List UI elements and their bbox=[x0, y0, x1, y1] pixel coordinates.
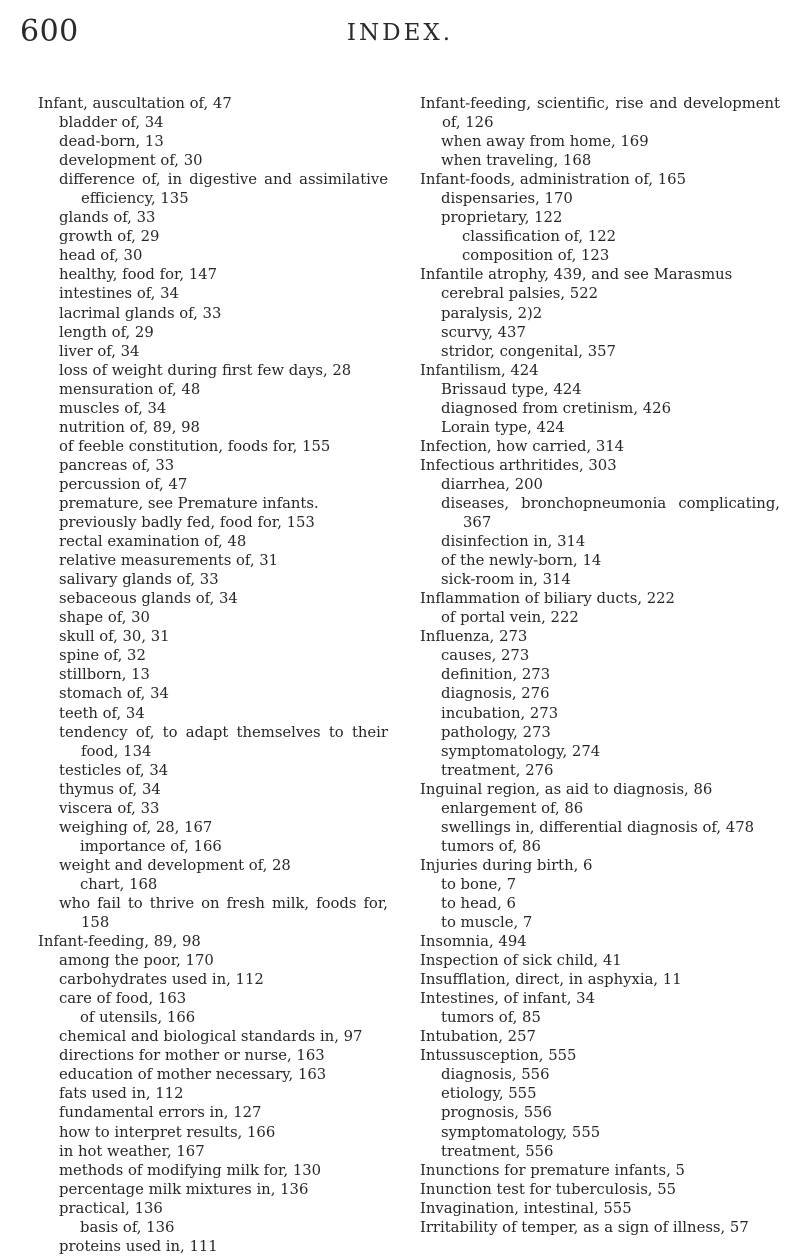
index-subentry: to head, 6 bbox=[441, 894, 516, 912]
index-subentry: mensuration of, 48 bbox=[59, 380, 201, 398]
index-subentry: tendency of, to adapt themselves to their food, 134 bbox=[59, 723, 388, 760]
index-subentry: shape of, 30 bbox=[59, 609, 150, 627]
index-subentry: nutrition of, 89, 98 bbox=[59, 418, 200, 436]
index-subentry: paralysis, 2)2 bbox=[441, 304, 543, 322]
index-subentry: of portal vein, 222 bbox=[441, 609, 579, 627]
index-entry: Infectious arthritides, 303 bbox=[420, 456, 617, 474]
index-subentry: incubation, 273 bbox=[441, 704, 559, 722]
index-subentry: directions for mother or nurse, 163 bbox=[59, 1047, 325, 1065]
index-subentry: carbohydrates used in, 112 bbox=[59, 971, 264, 989]
index-subentry: education of mother necessary, 163 bbox=[59, 1066, 327, 1084]
index-subentry: to muscle, 7 bbox=[441, 914, 533, 932]
index-subentry: pathology, 273 bbox=[441, 723, 551, 741]
index-subentry: scurvy, 437 bbox=[441, 323, 526, 341]
page-header bbox=[0, 14, 800, 54]
index-subentry: definition, 273 bbox=[441, 666, 551, 684]
index-entry: Intubation, 257 bbox=[420, 1028, 536, 1046]
index-column-right bbox=[420, 94, 780, 1237]
index-subentry: loss of weight during first few days, 28 bbox=[59, 361, 352, 379]
index-subentry: chemical and biological standards in, 97 bbox=[59, 1028, 363, 1046]
index-subentry: sebaceous glands of, 34 bbox=[59, 590, 238, 608]
index-subentry: muscles of, 34 bbox=[59, 399, 167, 417]
index-entry: Infection, how carried, 314 bbox=[420, 437, 625, 455]
index-subentry: symptomatology, 555 bbox=[441, 1123, 601, 1141]
index-subentry: in hot weather, 167 bbox=[59, 1142, 205, 1160]
index-subentry: proteins used in, 111 bbox=[59, 1237, 218, 1255]
index-entry: Infant, auscultation of, 47 bbox=[38, 95, 232, 112]
index-subentry: proprietary, 122 bbox=[441, 209, 563, 227]
index-entry: Invagination, intestinal, 555 bbox=[420, 1199, 632, 1217]
index-subentry: of the newly-born, 14 bbox=[441, 552, 602, 570]
index-subentry: to bone, 7 bbox=[441, 875, 517, 893]
index-subentry: of utensils, 166 bbox=[80, 1009, 196, 1027]
index-subentry: stillborn, 13 bbox=[59, 666, 150, 684]
index-subentry: composition of, 123 bbox=[462, 247, 610, 265]
index-subentry: fats used in, 112 bbox=[59, 1085, 184, 1103]
index-subentry: swellings in, differential diagnosis of, 478 bbox=[441, 818, 755, 836]
index-entry: Inunctions for premature infants, 5 bbox=[420, 1161, 685, 1179]
index-subentry: head of, 30 bbox=[59, 247, 143, 265]
index-subentry: spine of, 32 bbox=[59, 647, 146, 665]
index-subentry: disinfection in, 314 bbox=[441, 533, 586, 551]
index-entry: Infantilism, 424 bbox=[420, 361, 539, 379]
index-entry: Intussusception, 555 bbox=[420, 1047, 577, 1065]
index-subentry: basis of, 136 bbox=[80, 1218, 175, 1236]
index-subentry: rectal examination of, 48 bbox=[59, 533, 247, 551]
index-entry: Injuries during birth, 6 bbox=[420, 856, 593, 874]
index-entry: Inflammation of biliary ducts, 222 bbox=[420, 590, 675, 608]
index-subentry: diagnosis, 276 bbox=[441, 685, 550, 703]
index-subentry: enlargement of, 86 bbox=[441, 799, 584, 817]
page-number: 600 bbox=[20, 14, 79, 49]
index-subentry: how to interpret results, 166 bbox=[59, 1123, 276, 1141]
index-subentry: salivary glands of, 33 bbox=[59, 571, 219, 589]
index-entry: Irritability of temper, as a sign of illness, 57 bbox=[420, 1218, 749, 1236]
index-subentry: pancreas of, 33 bbox=[59, 456, 175, 474]
index-subentry: etiology, 555 bbox=[441, 1085, 537, 1103]
index-subentry: previously badly fed, food for, 153 bbox=[59, 514, 315, 532]
index-subentry: stridor, congenital, 357 bbox=[441, 342, 616, 360]
index-subentry: methods of modifying milk for, 130 bbox=[59, 1161, 322, 1179]
index-subentry: dispensaries, 170 bbox=[441, 190, 573, 208]
index-subentry: practical, 136 bbox=[59, 1199, 163, 1217]
index-entry: Infant-feeding, scientific, rise and development of, 126 bbox=[420, 95, 780, 132]
index-entry: Influenza, 273 bbox=[420, 628, 528, 646]
index-subentry: thymus of, 34 bbox=[59, 780, 161, 798]
index-subentry: diarrhea, 200 bbox=[441, 475, 543, 493]
index-subentry: Brissaud type, 424 bbox=[441, 380, 582, 398]
index-subentry: glands of, 33 bbox=[59, 209, 156, 227]
index-subentry: tumors of, 85 bbox=[441, 1009, 541, 1027]
index-subentry: who fail to thrive on fresh milk, foods for, 158 bbox=[59, 894, 388, 932]
index-subentry: relative measurements of, 31 bbox=[59, 552, 279, 570]
index-entry: Inunction test for tuberculosis, 55 bbox=[420, 1180, 677, 1198]
index-subentry: sick-room in, 314 bbox=[441, 571, 571, 589]
index-subentry: diagnosed from cretinism, 426 bbox=[441, 399, 671, 417]
index-subentry: stomach of, 34 bbox=[59, 685, 169, 703]
index-subentry: lacrimal glands of, 33 bbox=[59, 304, 222, 322]
index-subentry: weight and development of, 28 bbox=[59, 856, 291, 874]
index-subentry: growth of, 29 bbox=[59, 228, 160, 246]
index-subentry: Lorain type, 424 bbox=[441, 418, 565, 436]
page-title: INDEX. bbox=[346, 20, 454, 46]
index-subentry: chart, 168 bbox=[80, 875, 158, 893]
index-subentry: percentage milk mixtures in, 136 bbox=[59, 1180, 309, 1198]
index-subentry: difference of, in digestive and assimilative efficiency, 135 bbox=[59, 171, 388, 208]
index-subentry: premature, see Premature infants. bbox=[59, 494, 319, 512]
index-subentry: length of, 29 bbox=[59, 323, 154, 341]
index-subentry: when away from home, 169 bbox=[441, 133, 649, 151]
index-subentry: of feeble constitution, foods for, 155 bbox=[59, 437, 331, 455]
index-subentry: classification of, 122 bbox=[462, 228, 617, 246]
index-subentry: testicles of, 34 bbox=[59, 761, 169, 779]
index-subentry: symptomatology, 274 bbox=[441, 742, 601, 760]
index-subentry: liver of, 34 bbox=[59, 342, 140, 360]
index-subentry: teeth of, 34 bbox=[59, 704, 145, 722]
index-column-left bbox=[38, 94, 388, 1256]
index-subentry: prognosis, 556 bbox=[441, 1104, 552, 1122]
index-subentry: bladder of, 34 bbox=[59, 114, 164, 132]
index-subentry: treatment, 556 bbox=[441, 1142, 554, 1160]
index-subentry: tumors of, 86 bbox=[441, 837, 541, 855]
index-entry: Infant-feeding, 89, 98 bbox=[38, 933, 201, 951]
index-entry: Infant-foods, administration of, 165 bbox=[420, 171, 686, 189]
index-subentry: among the poor, 170 bbox=[59, 952, 214, 970]
index-entry: Insomnia, 494 bbox=[420, 933, 527, 951]
index-entry: Intestines, of infant, 34 bbox=[420, 990, 595, 1008]
index-entry: Infantile atrophy, 439, and see Marasmus bbox=[420, 266, 733, 284]
index-subentry: treatment, 276 bbox=[441, 761, 554, 779]
index-subentry: diseases, bronchopneumonia complicating, 367 bbox=[441, 494, 780, 532]
index-subentry: causes, 273 bbox=[441, 647, 530, 665]
index-subentry: skull of, 30, 31 bbox=[59, 628, 170, 646]
index-subentry: dead-born, 13 bbox=[59, 133, 164, 151]
index-subentry: care of food, 163 bbox=[59, 990, 187, 1008]
index-entry: Inguinal region, as aid to diagnosis, 86 bbox=[420, 780, 713, 798]
index-subentry: importance of, 166 bbox=[80, 837, 222, 855]
index-subentry: cerebral palsies, 522 bbox=[441, 285, 599, 303]
index-subentry: fundamental errors in, 127 bbox=[59, 1104, 262, 1122]
index-subentry: viscera of, 33 bbox=[59, 799, 160, 817]
index-subentry: weighing of, 28, 167 bbox=[59, 818, 213, 836]
index-subentry: intestines of, 34 bbox=[59, 285, 179, 303]
index-subentry: percussion of, 47 bbox=[59, 475, 188, 493]
index-subentry: when traveling, 168 bbox=[441, 152, 592, 170]
index-subentry: healthy, food for, 147 bbox=[59, 266, 218, 284]
index-subentry: diagnosis, 556 bbox=[441, 1066, 550, 1084]
index-entry: Inspection of sick child, 41 bbox=[420, 952, 622, 970]
index-entry: Insufflation, direct, in asphyxia, 11 bbox=[420, 971, 682, 989]
index-subentry: development of, 30 bbox=[59, 152, 203, 170]
